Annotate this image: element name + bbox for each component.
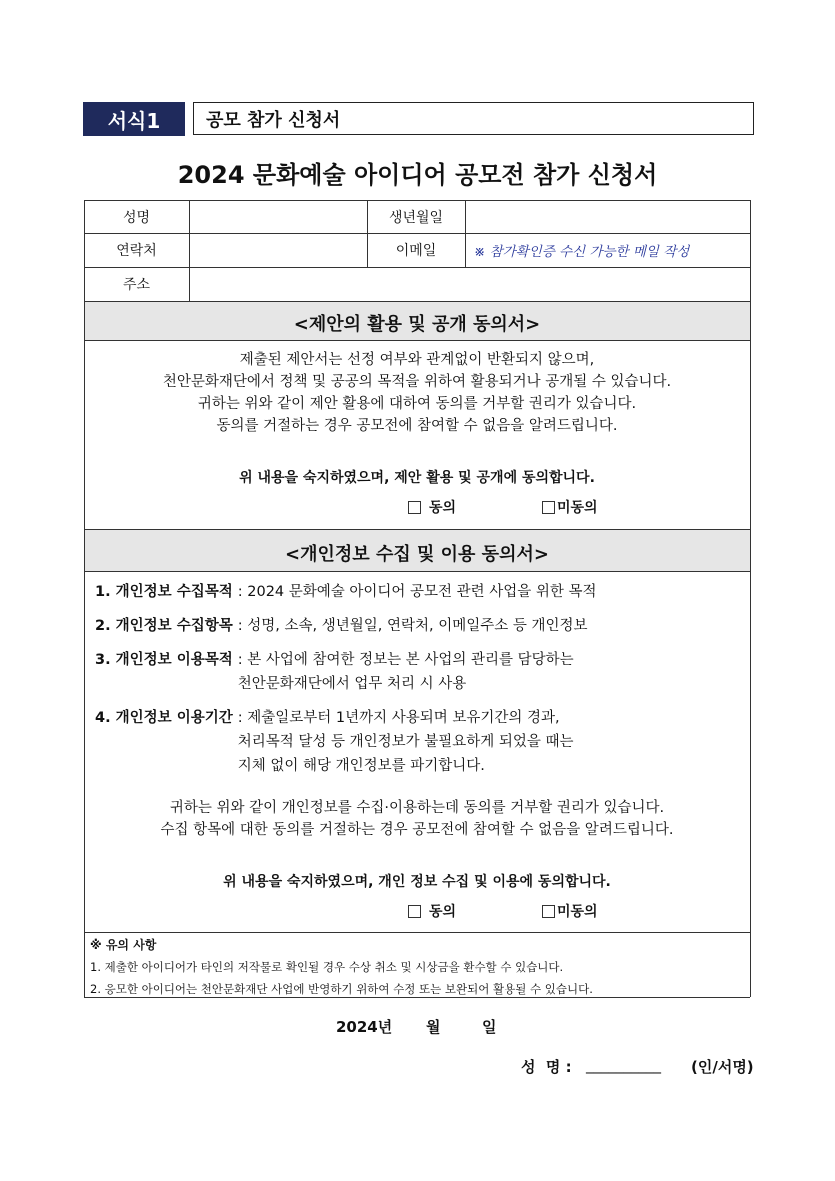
contact-label: 연락처 [116,243,157,259]
privacy-item-1: 1. 개인정보 수집목적 : 2024 문화예술 아이디어 공모전 관련 사업을 위한 목적 [95,584,597,600]
checkbox-icon [542,905,555,918]
email-label: 이메일 [395,243,437,259]
document-title: 2024 문화예술 아이디어 공모전 참가 신청서 [177,161,658,189]
note-item-1: 1. 제출한 아이디어가 타인의 저작물로 확인될 경우 수상 취소 및 시상금을 환수할 수 있습니다. [90,960,564,974]
birth-input[interactable] [466,201,750,233]
privacy-consent-title: <개인정보 수집 및 이용 동의서> [285,544,549,565]
proposal-disagree-checkbox[interactable]: 미동의 [542,497,598,517]
signature-suffix: (인/서명) [691,1058,754,1076]
privacy-consent-confirm: 위 내용을 숙지하였으며, 개인 정보 수집 및 이용에 동의합니다. [223,874,611,890]
contact-input[interactable] [190,234,367,267]
checkbox-icon [408,501,421,514]
name-label: 성명 [122,209,151,226]
privacy-disagree-checkbox[interactable]: 미동의 [542,901,598,921]
proposal-consent-text: 제출된 제안서는 선정 여부와 관계없이 반환되지 않으며, 천안문화재단에서 정책 및 공공의 목적을 위하여 활용되거나 공개될 수 있습니다. 귀하는 위와 같이 제안 활용에 대하여 동의를 거부할 권리가 있습니다. 동의를 거절하는 경우 공모전에 참여할 수 없음을 알려드립니다. [162,352,672,434]
proposal-consent-title: <제안의 활용 및 공개 동의서> [293,314,541,335]
address-label: 주소 [122,277,151,293]
proposal-agree-checkbox[interactable]: 동의 [408,497,456,517]
signature-line[interactable]: __________ [586,1056,661,1074]
note-item-2: 2. 응모한 아이디어는 천안문화재단 사업에 반영하기 위하여 수정 또는 보완되어 활용될 수 있습니다. [90,982,593,996]
email-input[interactable]: ※ 참가확인증 수신 가능한 메일 작성 [474,244,690,260]
privacy-consent-text: 귀하는 위와 같이 개인정보를 수집·이용하는데 동의를 거부할 권리가 있습니다. 수집 항목에 대한 동의를 거절하는 경우 공모전에 참여할 수 없음을 알려드립니다. [160,800,674,838]
form-number-tag: 서식1 [83,102,185,136]
birth-label: 생년월일 [388,209,444,226]
privacy-item-3: 3. 개인정보 이용목적 : 본 사업에 참여한 정보는 본 사업의 관리를 담당하는 천안문화재단에서 업무 처리 시 사용 [95,652,574,692]
privacy-item-4: 4. 개인정보 이용기간 : 제출일로부터 1년까지 사용되며 보유기간의 경과, 처리목적 달성 등 개인정보가 불필요하게 되었을 때는 지체 없이 해당 개인정보를 파기합니다. [95,710,574,774]
date-day: 일 [482,1018,497,1036]
checkbox-icon [408,905,421,918]
address-input[interactable] [190,268,750,301]
form-name-box: 공모 참가 신청서 [193,102,754,135]
proposal-consent-confirm: 위 내용을 숙지하였으며, 제안 활용 및 공개에 동의합니다. [239,470,595,486]
name-input[interactable] [190,201,367,233]
date-year: 2024년 [336,1018,393,1036]
date-month: 월 [426,1018,441,1036]
checkbox-icon [542,501,555,514]
signature-label: 성 명 : [521,1058,572,1076]
notes-title: ※ 유의 사항 [90,938,157,952]
privacy-agree-checkbox[interactable]: 동의 [408,901,456,921]
privacy-item-2: 2. 개인정보 수집항목 : 성명, 소속, 생년월일, 연락처, 이메일주소 등 개인정보 [95,618,588,634]
